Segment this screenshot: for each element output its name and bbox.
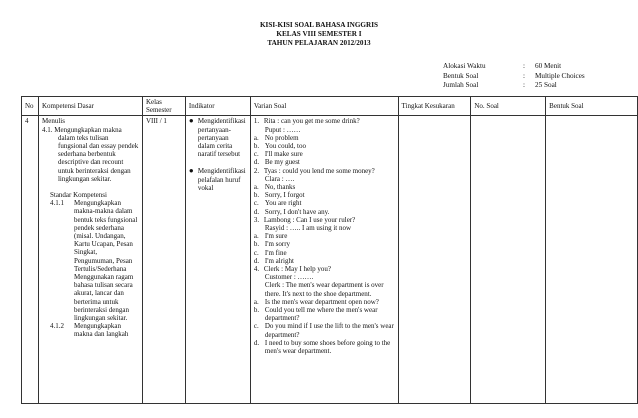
kd-skill: Menulis bbox=[41, 117, 65, 126]
meta-value: 60 Menit bbox=[535, 62, 562, 70]
meta-value: Multiple Choices bbox=[535, 71, 585, 80]
doc-title-line2: KELAS VIII SEMESTER I bbox=[276, 30, 362, 38]
option: a. Is the men's wear department open now? bbox=[253, 297, 379, 306]
col-header-tingkat: Tingkat Kesukaran bbox=[398, 97, 471, 116]
col-header-bentuk: Bentuk Soal bbox=[546, 97, 638, 116]
meta-block bbox=[443, 62, 585, 91]
meta-key: Bentuk Soal bbox=[443, 71, 479, 80]
indikator-item bbox=[189, 167, 247, 192]
question-4: 4. Clerk : May I help you? bbox=[253, 265, 331, 274]
option: a. No, thanks bbox=[253, 183, 296, 192]
question-2-reply: Clara : …. bbox=[264, 174, 295, 183]
bullet-icon: ● bbox=[188, 166, 194, 176]
option: b. I'm sorry bbox=[253, 240, 291, 249]
option: b. Sorry, I forgot bbox=[253, 191, 305, 200]
col-header-nosoal: No. Soal bbox=[471, 97, 546, 116]
sk-item bbox=[42, 199, 139, 322]
meta-key: Jumlah Soal bbox=[443, 81, 479, 90]
question-3: 3. Lambong : Can I use your ruler? bbox=[253, 215, 356, 224]
meta-value: 25 Soal bbox=[535, 81, 557, 90]
sk-item bbox=[42, 322, 139, 338]
sk-number: 4.1.1 bbox=[49, 199, 64, 208]
option: b. You could, too bbox=[253, 142, 306, 151]
meta-key: Alokasi Waktu bbox=[443, 62, 486, 70]
col-header-no: No bbox=[22, 97, 39, 116]
table-row bbox=[22, 116, 638, 404]
option: b. Could you tell me where the men's wear department? bbox=[253, 306, 378, 323]
option: d. I need to buy some shoes before going to the men's wear department. bbox=[253, 338, 391, 356]
option: d. Sorry, I don't have any. bbox=[253, 207, 330, 216]
meta-sep: : bbox=[523, 81, 525, 90]
cell-tingkat bbox=[398, 116, 471, 404]
question-4-clerk: Clerk : The men's wear department is over there. It's next to the shoe department. bbox=[264, 281, 384, 298]
col-header-kompetensi: Kompetensi Dasar bbox=[38, 97, 142, 116]
indikator-item bbox=[189, 117, 247, 158]
meta-sep: : bbox=[523, 62, 525, 70]
sk-text: Mengungkapkan makna dan langkah bbox=[73, 322, 129, 339]
option: c. Do you mind if I use the lift to the men's wear department? bbox=[253, 322, 394, 339]
cell-varian bbox=[250, 116, 398, 404]
question-1: 1. Rita : can you get me some drink? bbox=[253, 117, 360, 126]
meta-row-jumlah bbox=[443, 81, 585, 91]
cell-kompetensi bbox=[38, 116, 142, 404]
option: d. I'm alright bbox=[253, 256, 294, 265]
sk-text: Mengungkapkan makna-makna dalam bentuk teks fungsional pendek sederhana (misal. Undangan, Kartu Ucapan, Pesan Singkat, Pengumuman, Pesan Tertulis/Sederhana Menggunakan ragam bahasa tulisan secara akurat, lancar dan berterima untuk berinteraksi dengan lingkungan sekitar. bbox=[73, 199, 138, 323]
sk-number: 4.1.2 bbox=[49, 322, 64, 331]
kd-heading: 4.1. Mengungkapkan makna bbox=[41, 125, 122, 134]
kisi-kisi-table bbox=[21, 96, 638, 404]
option: a. I'm sure bbox=[253, 232, 288, 241]
option: c. I'm fine bbox=[253, 248, 287, 257]
indikator-text: Mengidentifikasi pertanyaan-pertanyaan dalam cerita naratif tersebut bbox=[197, 117, 246, 159]
sk-title: Standar Kompetensi bbox=[49, 191, 107, 200]
cell-kelas: VIII / 1 bbox=[142, 116, 185, 404]
col-header-kelas: Kelas Semester bbox=[142, 97, 185, 116]
question-1-reply: Puput : …… bbox=[264, 125, 301, 134]
indikator-text: Mengidentifikasi pelafalan huruf vokal bbox=[197, 167, 246, 192]
doc-title-line3: TAHUN PELAJARAN 2012/2013 bbox=[267, 39, 371, 47]
cell-no: 4 bbox=[22, 116, 39, 404]
meta-row-bentuk bbox=[443, 72, 585, 82]
question-3-reply: Rasyid : ….. I am using it now bbox=[264, 224, 352, 233]
doc-title-line1: KISI-KISI SOAL BAHASA INGGRIS bbox=[259, 21, 379, 29]
option: c. I'll make sure bbox=[253, 150, 303, 159]
question-4-reply: Customer : ……. bbox=[264, 273, 314, 282]
cell-bentuk bbox=[546, 116, 638, 404]
cell-indikator bbox=[185, 116, 250, 404]
question-2: 2. Tyas : could you lend me some money? bbox=[253, 166, 375, 175]
option: d. Be my guest bbox=[253, 158, 300, 167]
col-header-varian: Varian Soal bbox=[250, 97, 398, 116]
meta-sep: : bbox=[523, 71, 525, 80]
meta-row-waktu bbox=[443, 62, 585, 72]
col-header-indikator: Indikator bbox=[185, 97, 250, 116]
option: a. No problem bbox=[253, 133, 299, 142]
bullet-icon: ● bbox=[188, 117, 194, 126]
kd-description: dalam teks tulisan fungsional dan essay pendek sederhana berbentuk descriptive dan recount untuk berinteraksi dengan lingkungan sekitar. bbox=[57, 133, 139, 183]
cell-nosoal bbox=[471, 116, 546, 404]
option: c. You are right bbox=[253, 199, 302, 208]
table-header-row bbox=[22, 97, 638, 116]
